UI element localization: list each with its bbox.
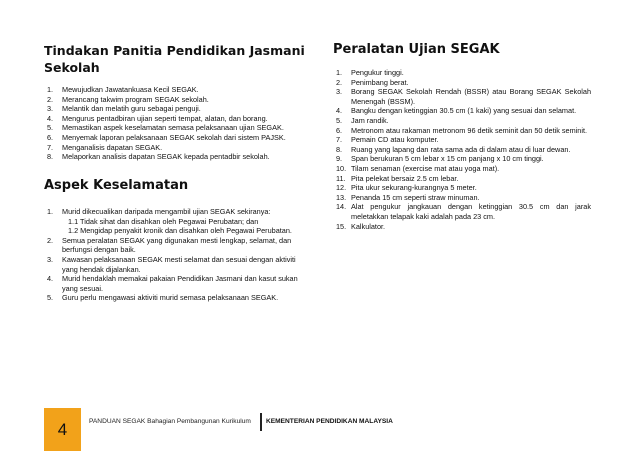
sub-item: 1.1 Tidak sihat dan disahkan oleh Pegawai Perubatan; dan — [68, 216, 259, 226]
panitia-list — [44, 85, 306, 162]
footer-guide-text: PANDUAN SEGAK Bahagian Pembangunan Kurikulum — [89, 418, 251, 425]
list-item: 4. Bangku dengan ketinggian 30.5 cm (1 kaki) yang sesuai dan selamat. — [336, 106, 577, 116]
list-item: 2. Penimbang berat. — [336, 77, 409, 87]
aspek-list — [44, 207, 306, 303]
list-item: 5. Guru perlu mengawasi aktiviti murid semasa pelaksanaan SEGAK. — [47, 293, 279, 303]
list-item: 3. Kawasan pelaksanaan SEGAK mesti selamat dan sesuai dengan aktiviti yang hendak dijalankan. — [47, 254, 296, 274]
section-title-aspek: Aspek Keselamatan — [44, 178, 189, 193]
page-number: 4 — [57, 419, 68, 439]
list-item: 15. Kalkulator. — [336, 221, 386, 231]
section-title-panitia: Tindakan Panitia Pendidikan Jasmani Sekolah — [44, 43, 305, 75]
list-item: 5. Jam randik. — [336, 115, 389, 125]
sub-item: 1.2 Mengidap penyakit kronik dan disahkan oleh Pegawai Perubatan. — [68, 226, 292, 236]
list-item: 6. Metronom atau rakaman metronom 96 detik seminit dan 50 detik seminit. — [336, 125, 588, 135]
list-item: 4. Murid hendaklah memakai pakaian Pendidikan Jasmani dan kasut sukan yang sesuai. — [47, 274, 298, 293]
list-item: 5. Memastikan aspek keselamatan semasa pelaksanaan ujian SEGAK. — [47, 123, 284, 133]
list-item: 9. Span berukuran 5 cm lebar x 15 cm panjang x 10 cm tinggi. — [336, 154, 544, 164]
list-item: 10. Tilam senaman (exercise mat atau yoga mat). — [336, 163, 500, 173]
list-item: 12. Pita ukur sekurang-kurangnya 5 meter. — [336, 183, 477, 193]
list-item: 11. Pita pelekat bersaiz 2.5 cm lebar. — [336, 173, 459, 183]
footer-divider — [260, 413, 262, 431]
list-item: 2. Merancang takwim program SEGAK sekolah. — [47, 94, 209, 104]
list-item: 1. Pengukur tinggi. — [336, 68, 404, 77]
footer-org-text: KEMENTERIAN PENDIDIKAN MALAYSIA — [266, 418, 393, 425]
list-item: 6. Menyemak laporan pelaksanaan SEGAK sekolah dari sistem PAJSK. — [47, 132, 286, 142]
page-number-box — [44, 408, 81, 451]
list-item: 7. Pemain CD atau komputer. — [336, 135, 439, 145]
list-item: 8. Melaporkan analisis dapatan SEGAK kepada pentadbir sekolah. — [47, 152, 270, 162]
list-item: 2. Semua peralatan SEGAK yang digunakan mesti lengkap, selamat, dan berfungsi dengan baik. — [47, 235, 292, 255]
list-item: 3. Melantik dan melatih guru sebagai penguji. — [47, 104, 201, 114]
list-item: 8. Ruang yang lapang dan rata sama ada di dalam atau di luar dewan. — [336, 144, 571, 154]
list-item: 4. Mengurus pentadbiran ujian seperti tempat, alatan, dan borang. — [47, 113, 268, 123]
section-title-peralatan: Peralatan Ujian SEGAK — [333, 42, 500, 57]
list-item: 1. Mewujudkan Jawatankuasa Kecil SEGAK. — [47, 85, 199, 94]
peralatan-list — [333, 68, 591, 231]
list-item: 7. Menganalisis dapatan SEGAK. — [47, 142, 163, 152]
list-item: 13. Penanda 15 cm seperti straw minuman. — [336, 192, 480, 202]
list-item: 14. Alat pengukur jangkauan dengan ketinggian 30.5 cm dan jarak meletakkan telapak kaki adalah pada 23 cm. — [336, 202, 591, 221]
list-item: 1. Murid dikecualikan daripada mengambil ujian SEGAK sekiranya: 1.1 Tidak sihat dan disahkan oleh Pegawai Perubatan; dan 1.2 Mengidap penyakit kronik dan disahkan oleh Pegawai Perubatan. — [44, 207, 306, 236]
list-item: 3. Borang SEGAK Sekolah Rendah (BSSR) atau Borang SEGAK Sekolah Menengah (BSSM). — [336, 87, 591, 106]
